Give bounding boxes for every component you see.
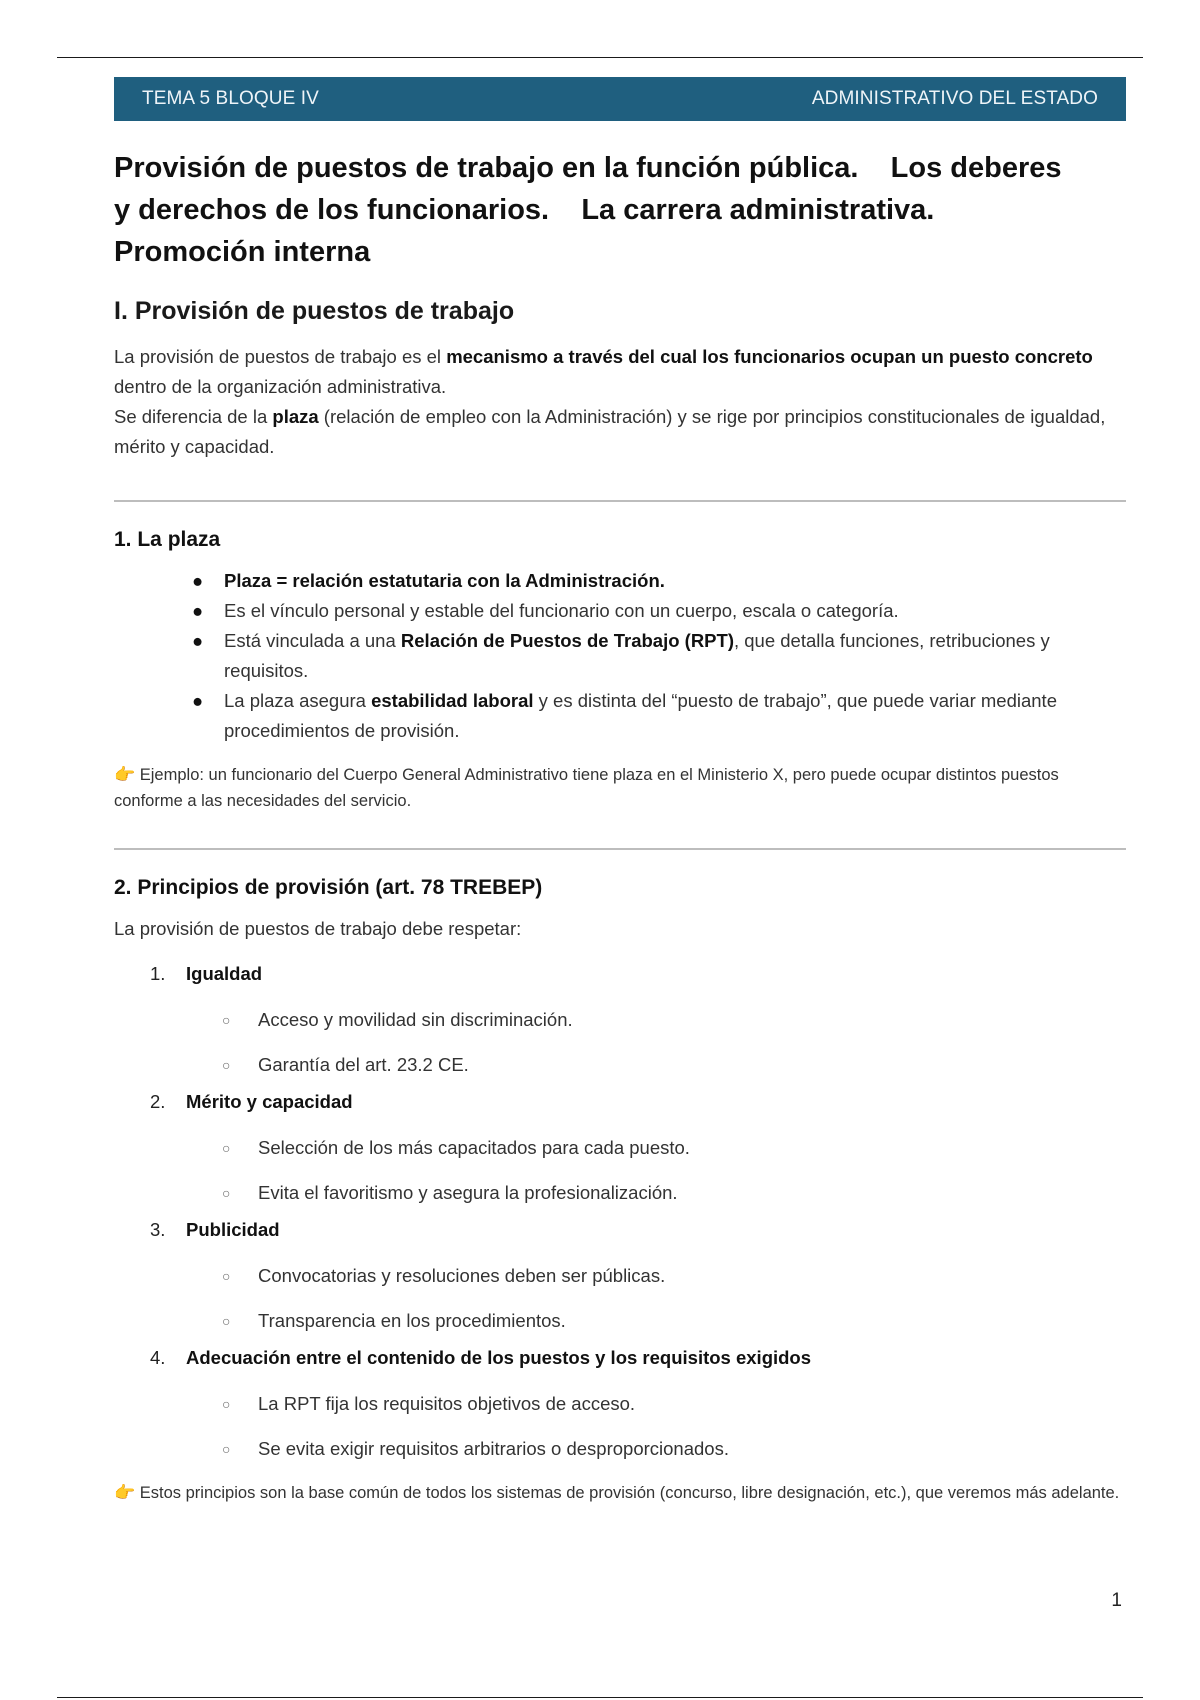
header-band [114,77,1126,121]
title-line: Provisión de puestos de trabajo en la función pública. Los deberes [114,152,1062,184]
sub-item: ○ Transparencia en los procedimientos. [258,1306,1126,1336]
intro-paragraph [114,342,1126,462]
item-number: 3. [150,1219,166,1240]
bullet-icon: ● [192,600,204,621]
circle-bullet-icon: ○ [222,1057,231,1073]
sub-item: ○ Garantía del art. 23.2 CE. [258,1050,1126,1080]
section-heading: I. Provisión de puestos de trabajo [114,297,515,325]
principles-list [114,958,1126,1464]
subsection-heading: 1. La plaza [114,528,221,551]
sub-item: ○ Convocatorias y resoluciones deben ser públicas. [258,1261,1126,1291]
title-line: Promoción interna [114,236,371,268]
document-title [114,147,1126,273]
divider [114,848,1126,850]
sub-item: ○ La RPT fija los requisitos objetivos de acceso. [258,1389,1126,1419]
list-item [192,626,1126,686]
circle-bullet-icon: ○ [222,1396,231,1412]
text: y es distinta del “puesto de trabajo”, que puede variar mediante procedimientos de provisión. [224,690,1057,741]
text: Estos principios son la base común de todos los sistemas de provisión (concurso, libre designación, etc.), que veremos más adelante. [139,1484,1120,1502]
bullet-icon: ● [192,570,204,591]
subsection-heading: 2. Principios de provisión (art. 78 TREBEP) [114,876,543,899]
pointing-hand-icon: 👉 [114,765,136,784]
top-rule [57,57,1143,58]
header-course: ADMINISTRATIVO DEL ESTADO [811,88,1098,109]
list-item [192,566,1126,596]
bold-text: estabilidad laboral [371,690,534,711]
principle-item [114,1086,1126,1208]
principle-item [114,958,1126,1080]
circle-bullet-icon: ○ [222,1185,231,1201]
circle-bullet-icon: ○ [222,1441,231,1457]
bullet-icon: ● [192,630,204,651]
list-item [192,686,1126,746]
principle-item [114,1214,1126,1336]
bullet-icon: ● [192,690,204,711]
text: , que detalla funciones, retribuciones y requisitos. [224,630,1050,681]
pointing-hand-icon: 👉 [114,1483,136,1502]
item-number: 2. [150,1091,166,1112]
principle-item [114,1342,1126,1464]
page-number: 1 [1111,1590,1122,1611]
bottom-rule [57,1697,1143,1698]
text: dentro de la organización administrativa. [114,376,447,397]
text: La plaza asegura [224,690,372,711]
bold-text: Plaza = relación estatutaria con la Administración. [224,570,665,591]
principle-title: Publicidad [186,1219,280,1240]
bold-text: mecanismo a través del cual los funcionarios ocupan un puesto concreto [446,346,1093,367]
bold-text: Relación de Puestos de Trabajo (RPT) [400,630,734,651]
sub-item: ○ Evita el favoritismo y asegura la profesionalización. [258,1178,1126,1208]
principle-title: Igualdad [186,963,263,984]
circle-bullet-icon: ○ [222,1140,231,1156]
text: Ejemplo: un funcionario del Cuerpo General Administrativo tiene plaza en el Ministerio X, pero puede ocupar distintos puestos conforme a las necesidades del servicio. [114,766,1059,810]
circle-bullet-icon: ○ [222,1268,231,1284]
text: La provisión de puestos de trabajo es el [114,346,447,367]
list-item [192,596,1126,626]
text: Es el vínculo personal y estable del funcionario con un cuerpo, escala o categoría. [224,600,899,621]
principles-note [114,1480,1126,1506]
document-page [114,77,1126,1523]
principle-title: Mérito y capacidad [186,1091,353,1112]
divider [114,500,1126,502]
bold-text: plaza [272,406,319,427]
header-topic: TEMA 5 BLOQUE IV [142,88,319,109]
item-number: 4. [150,1347,166,1368]
circle-bullet-icon: ○ [222,1313,231,1329]
text: Se diferencia de la [114,406,273,427]
item-number: 1. [150,963,166,984]
plaza-bullets [114,566,1126,746]
sub-item: ○ Selección de los más capacitados para cada puesto. [258,1133,1126,1163]
principle-title: Adecuación entre el contenido de los puestos y los requisitos exigidos [186,1347,812,1368]
sub-item: ○ Acceso y movilidad sin discriminación. [258,1005,1126,1035]
circle-bullet-icon: ○ [222,1012,231,1028]
example-note [114,762,1126,814]
principles-intro: La provisión de puestos de trabajo debe respetar: [114,918,522,939]
text: (relación de empleo con la Administración) y se rige por principios constitucionales de igualdad, mérito y capacidad. [114,406,1106,457]
title-line: y derechos de los funcionarios. La carrera administrativa. [114,194,935,226]
text: Está vinculada a una [224,630,401,651]
sub-item: ○ Se evita exigir requisitos arbitrarios o desproporcionados. [258,1434,1126,1464]
